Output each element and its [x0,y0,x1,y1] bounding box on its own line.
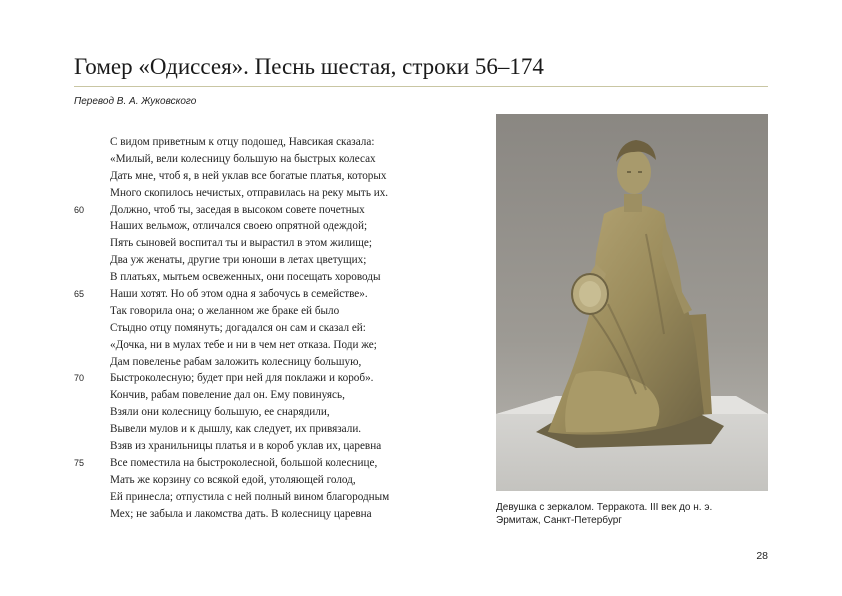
page-number: 28 [756,550,768,562]
poem-line [74,337,454,354]
line-number: 75 [74,457,85,468]
poem-line [74,455,454,472]
line-text: Два уж женаты, другие три юноши в летах цветущих; [110,254,367,267]
line-text: Должно, чтоб ты, заседая в высоком совете почетных [110,203,365,216]
line-text: Дам повеленье рабам заложить колесницу большую, [110,355,362,368]
poem-line [74,421,454,438]
poem-line [74,235,454,252]
translator-credit: Перевод В. А. Жуковского [74,96,197,107]
poem-line [74,202,454,219]
line-text: Взяли они колесницу большую, ее снарядили, [110,406,330,419]
line-text: Стыдно отцу помянуть; догадался он сам и сказал ей: [110,321,366,334]
line-text: Мать же корзину со всякой едой, утоляющей голод, [110,473,356,486]
poem-line [74,370,454,387]
line-text: Вывели мулов и к дышлу, как следует, их привязали. [110,423,362,436]
poem-line [74,218,454,235]
line-text: Так говорила она; о желанном же браке ей было [110,304,340,317]
line-text: Быстроколесную; будет при ней для поклажи и короб». [110,372,374,385]
line-text: «Милый, вели колесницу большую на быстрых колесах [110,152,376,165]
poem-line [74,472,454,489]
poem-line [74,151,454,168]
poem-line [74,489,454,506]
line-text: Мех; не забыла и лакомства дать. В колесницу царевна [110,507,372,520]
line-text: Взяв из хранильницы платья и в короб уклав их, царевна [110,440,382,453]
line-number: 70 [74,373,85,384]
caption-line-1: Девушка с зеркалом. Терракота. III век до н. э. [496,502,713,513]
poem-text [74,134,454,522]
line-number: 65 [74,289,85,300]
poem-line [74,269,454,286]
line-text: Наших вельмож, отличался своею опрятной одеждой; [110,220,368,233]
line-text: Кончив, рабам повеление дал он. Ему повинуясь, [110,389,345,402]
line-text: Все поместила на быстроколесной, большой колеснице, [110,456,378,469]
poem-line [74,320,454,337]
figure-caption [496,502,776,527]
figure-image [496,114,768,491]
line-text: Много скопилось нечистых, отправилась на реку мыть их. [110,186,389,199]
poem-line [74,438,454,455]
line-text: Ей принесла; отпустила с ней полный вином благородным [110,490,390,503]
poem-line [74,252,454,269]
line-text: Наши хотят. Но об этом одна я забочусь в семействе». [110,288,368,301]
poem-line [74,506,454,523]
poem-line [74,387,454,404]
statuette-illustration [496,114,768,491]
poem-line [74,354,454,371]
poem-line [74,185,454,202]
page-title: Гомер «Одиссея». Песнь шестая, строки 56–174 [74,54,544,79]
poem-line [74,168,454,185]
line-text: С видом приветным к отцу подошед, Навсикая сказала: [110,136,375,148]
title-divider [74,86,768,87]
poem-line [74,404,454,421]
caption-line-2: Эрмитаж, Санкт-Петербург [496,514,622,526]
line-text: «Дочка, ни в мулах тебе и ни в чем нет отказа. Поди же; [110,338,377,351]
line-text: В платьях, мытьем освеженных, они посещать хороводы [110,271,381,284]
line-text: Дать мне, чтоб я, в ней уклав все богатые платья, которых [110,169,387,182]
poem-line [74,303,454,320]
poem-line [74,134,454,151]
poem-line [74,286,454,303]
line-number: 60 [74,204,85,215]
line-text: Пять сыновей воспитал ты и вырастил в этом жилище; [110,237,372,250]
